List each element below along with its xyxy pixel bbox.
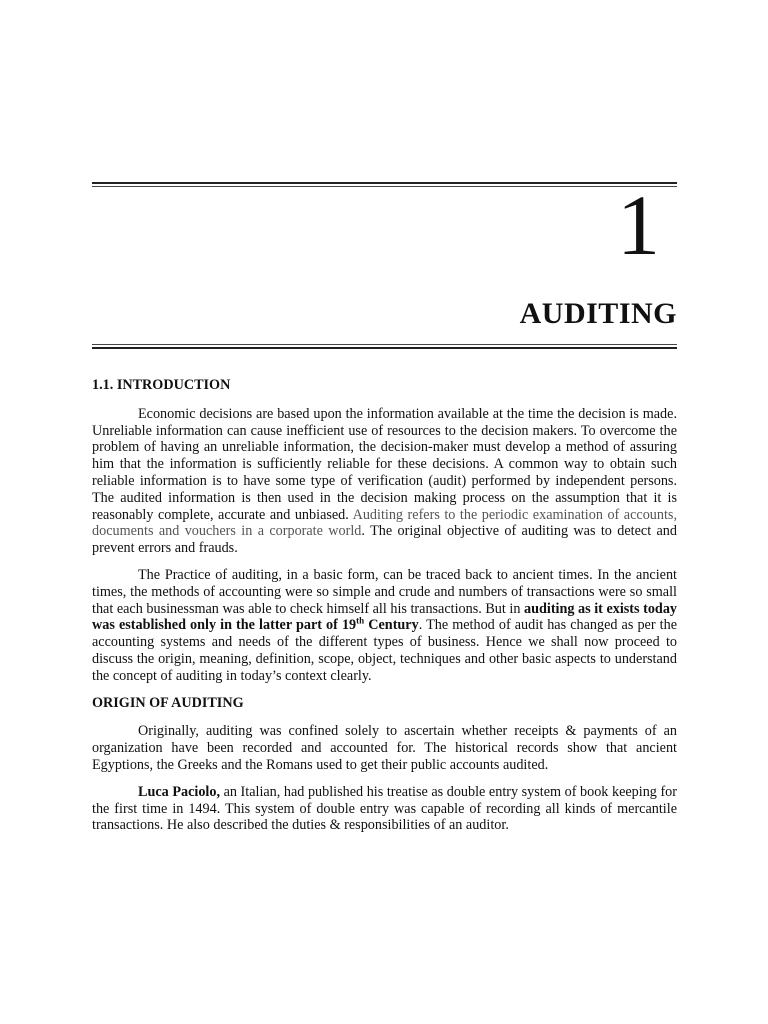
section-heading-introduction: 1.1. INTRODUCTION — [92, 377, 231, 393]
intro-p2-superscript: th — [356, 615, 365, 626]
header-rule-top-thin — [92, 186, 677, 187]
chapter-title: AUDITING — [519, 297, 677, 330]
origin-p2-text: an Italian, had published his treatise as double entry system of book keeping for the first time in 1494. This system of double entry was capable of recording all kinds of mercantile transactions. He also described the duties & responsibilities of an auditor. — [92, 783, 677, 834]
chapter-number: 1 — [617, 177, 660, 273]
origin-p2-name: Luca Paciolo, — [138, 783, 220, 800]
header-rule-top-thick — [92, 182, 677, 184]
origin-paragraph-1: Originally, auditing was confined solely to ascertain whether receipts & payments of an organization have been recorded and accounted for. The historical records show that ancient Egyptions, the Greeks and the Romans used to get their public accounts audited. — [92, 723, 677, 773]
header-rule-bottom-thick — [92, 347, 677, 349]
header-rule-bottom-thin — [92, 344, 677, 345]
intro-p1-auditing-definition: Auditing refers to the periodic examination of accounts, documents and vouchers in a corporate world — [92, 506, 677, 540]
intro-paragraph-1 — [92, 406, 677, 557]
intro-p2-text-a: The Practice of auditing, in a basic form, can be traced back to ancient times. In the ancient times, the methods of accounting were so simple and crude and numbers of transactions were so small that each businessman was able to check himself all his transactions. But in — [92, 566, 677, 617]
section-heading-origin: ORIGIN OF AUDITING — [92, 694, 244, 711]
intro-p2-emphasis-century: Century — [364, 617, 419, 634]
intro-p1-text-a: Economic decisions are based upon the information available at the time the decision is made. Unreliable information can cause inefficient use of resources to the decision makers. To overcome the problem of having an unreliable information, the decision-maker must develop a method of assuring him that the information is sufficiently reliable for these decisions. A common way to obtain such reliable information is to have some type of verification (audit) performed by independent persons. The audited information is then used in the decision making process on the assumption that it is reasonably complete, accurate and unbiased. — [92, 405, 677, 523]
chapter-body — [92, 377, 677, 844]
origin-paragraph-2 — [92, 784, 677, 834]
intro-p2-text-b: . The method of audit has changed as per the accounting systems and needs of the different types of business. Hence we shall now proceed to discuss the origin, meaning, definition, scope, object, techniques and other basic aspects to understand the concept of auditing in today’s context clearly. — [92, 617, 677, 684]
intro-p2-emphasis-text: auditing as it exists today was established only in the latter part of 19 — [92, 600, 678, 634]
intro-paragraph-2 — [92, 567, 677, 685]
intro-p1-text-b: . The original objective of auditing was to detect and prevent errors and frauds. — [92, 523, 677, 557]
